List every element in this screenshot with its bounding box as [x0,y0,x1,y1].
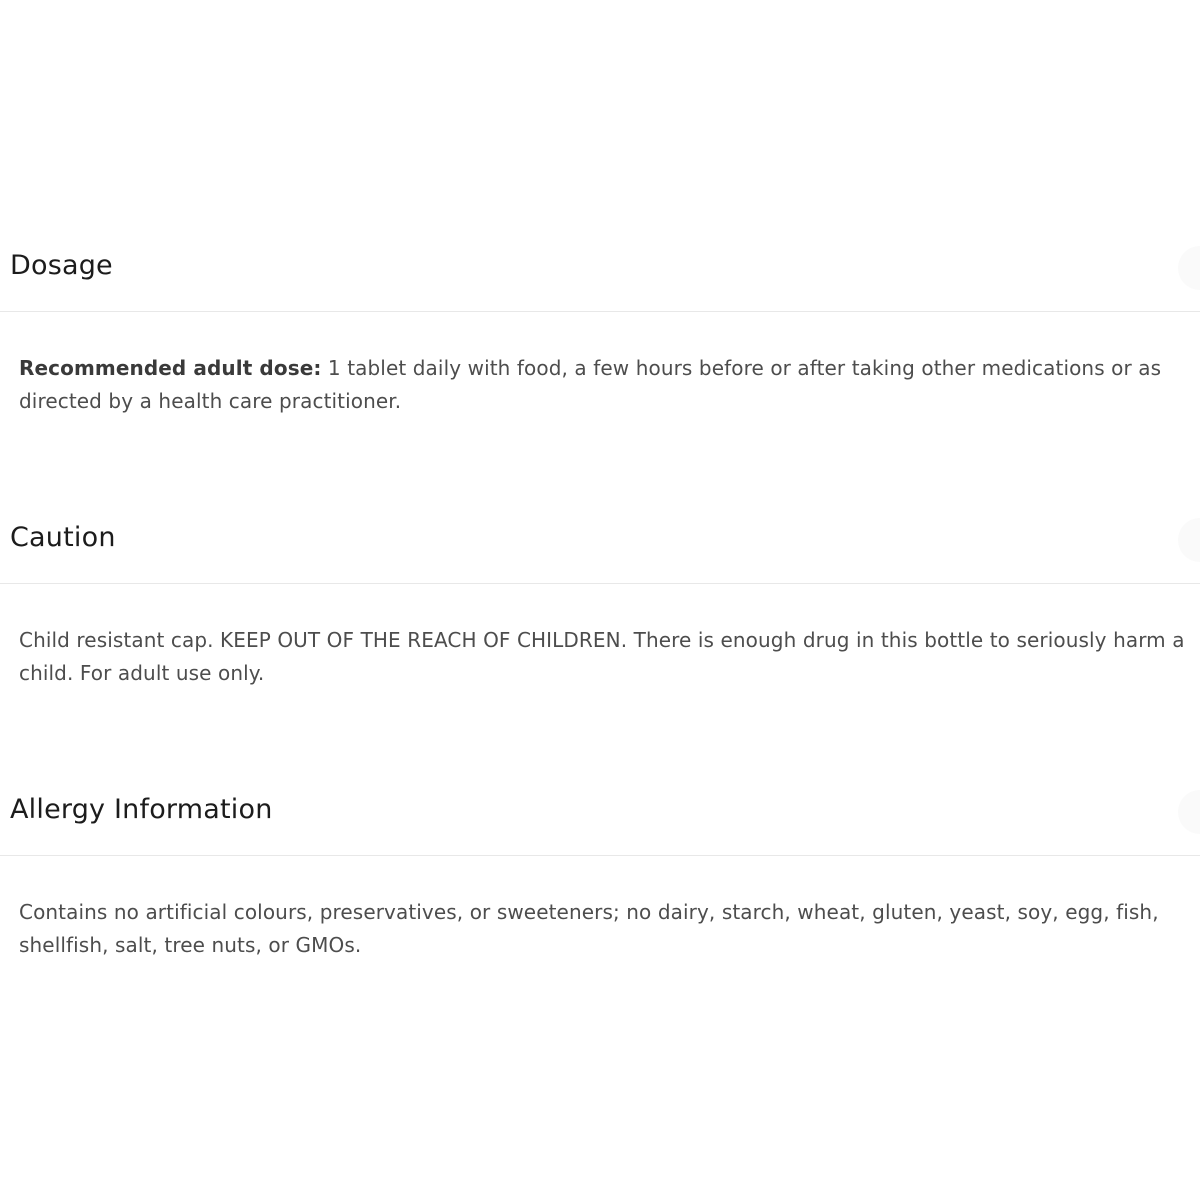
section-divider [0,311,1200,312]
expand-toggle-icon[interactable] [1178,246,1200,290]
dosage-title: Dosage [10,250,113,281]
dosage-section [0,232,1200,413]
section-divider [0,855,1200,856]
caution-section [0,504,1200,685]
allergy-title: Allergy Information [10,794,273,825]
dosage-text [19,352,1200,418]
expand-toggle-icon[interactable] [1178,790,1200,834]
caution-body: Child resistant cap. KEEP OUT OF THE REACH OF CHILDREN. There is enough drug in this bottle to seriously harm a child. For adult use only. [19,628,1185,685]
expand-toggle-icon[interactable] [1178,518,1200,562]
caution-title: Caution [10,522,116,553]
dosage-body: 1 tablet daily with food, a few hours before or after taking other medications or as directed by a health care practitioner. [19,356,1162,413]
allergy-body: Contains no artificial colours, preservatives, or sweeteners; no dairy, starch, wheat, gluten, yeast, soy, egg, fish, shellfish, salt, tree nuts, or GMOs. [19,900,1159,957]
caution-header[interactable] [0,504,1200,584]
dosage-label: Recommended adult dose: [19,356,322,380]
allergy-header[interactable] [0,776,1200,856]
section-divider [0,583,1200,584]
allergy-section [0,776,1200,957]
dosage-header[interactable] [0,232,1200,312]
